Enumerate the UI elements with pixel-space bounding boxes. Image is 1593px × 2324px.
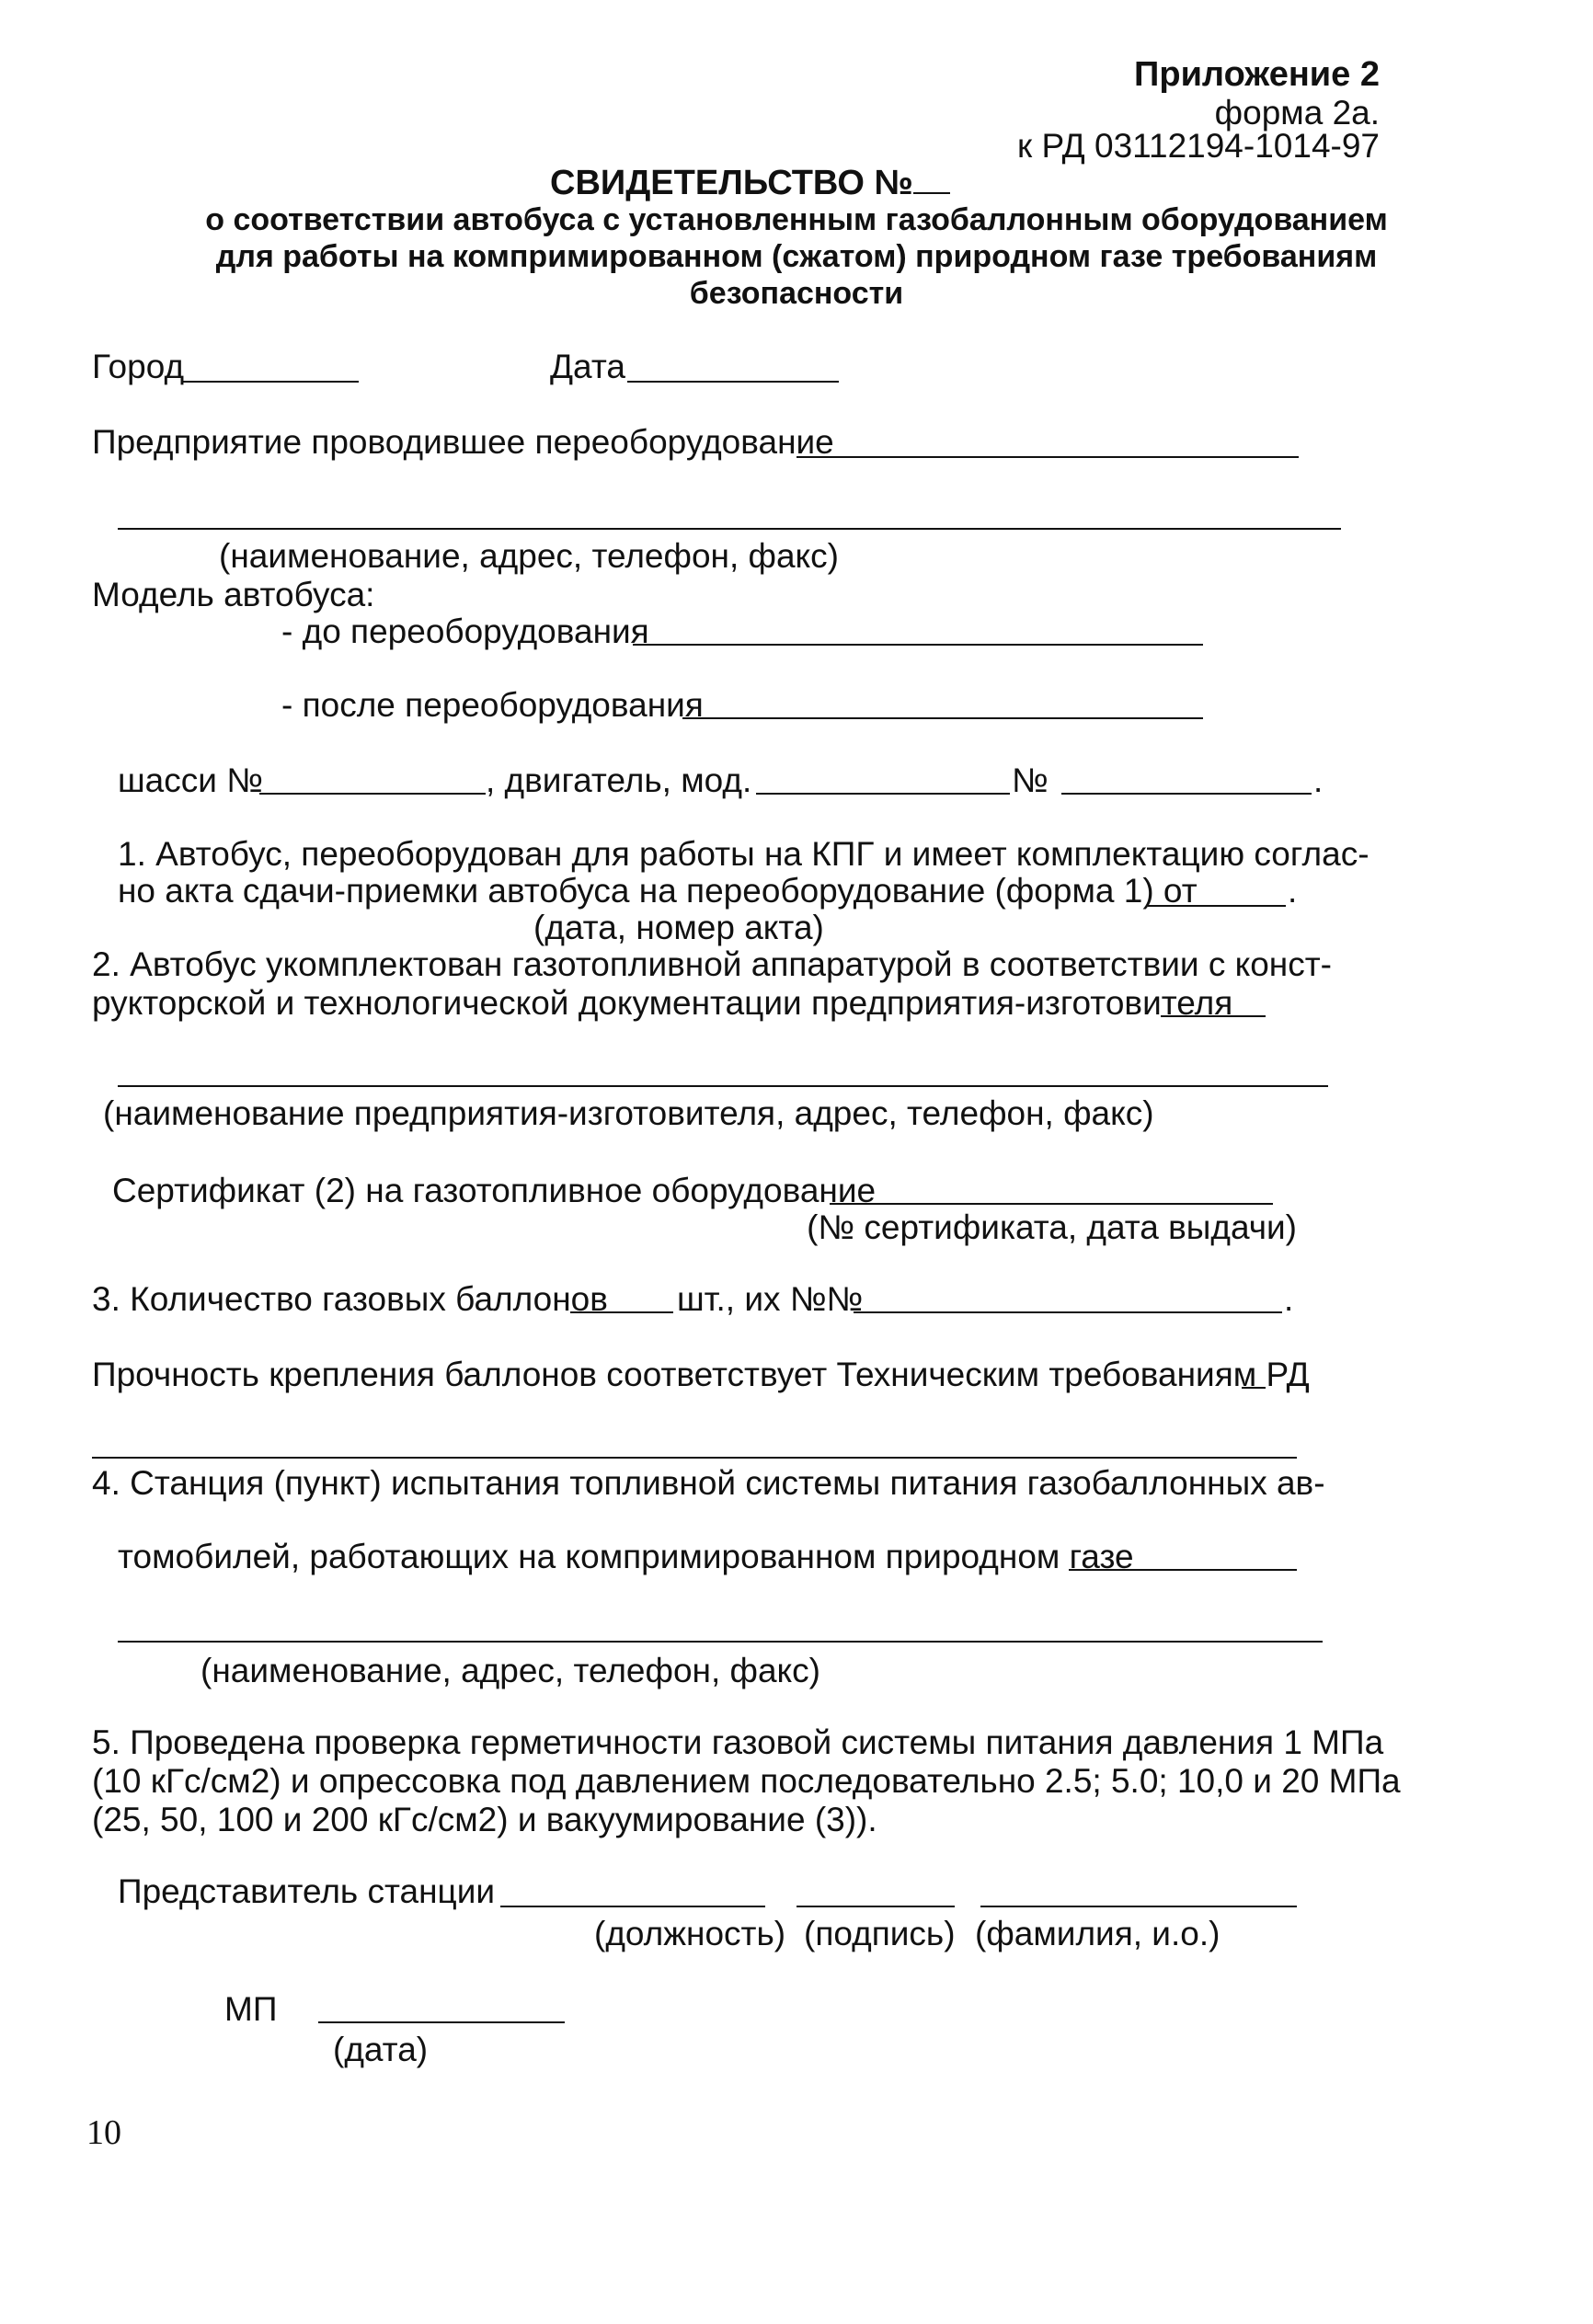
certificate-title-text: СВИДЕТЕЛЬСТВО № [550,164,913,202]
form-label: форма 2а. [1214,94,1380,132]
strength-rd-field-line-2[interactable] [92,1457,1297,1459]
enterprise-label: Предприятие проводившее переоборудование [92,423,834,461]
title-line-2: для работы на компримированном (сжатом) природном газе требованиям [215,239,1378,274]
signature-field[interactable] [796,1906,955,1907]
item-1-line-1: 1. Автобус, переоборудован для работы на КПГ и имеет комплектацию соглас- [118,835,1370,873]
stamp-date-field[interactable] [318,2021,565,2023]
engine-model-field[interactable] [756,793,1010,795]
signature-caption: (подпись) [804,1915,956,1952]
before-conversion-label: - до переоборудования [281,612,649,650]
enterprise-field-line-2[interactable] [118,528,1341,530]
position-caption: (должность) [594,1915,786,1952]
item-5-line-1: 5. Проведена проверка герметичности газовой системы питания давления 1 МПа [92,1723,1384,1761]
item-5-line-3: (25, 50, 100 и 200 кГс/см2) и вакуумирование (3)). [92,1801,877,1838]
certificate-caption: (№ сертификата, дата выдачи) [807,1208,1297,1246]
station-field-line-2[interactable] [118,1641,1323,1643]
certificate-title [550,166,950,200]
strength-label: Прочность крепления баллонов соответствует Техническим требованиям РД [92,1356,1310,1393]
stamp-date-caption: (дата) [333,2031,429,2068]
before-conversion-field[interactable] [633,644,1203,646]
bus-model-label: Модель автобуса: [92,576,375,613]
period: . [1313,761,1324,799]
date-label: Дата [550,348,625,385]
certificate-label: Сертификат (2) на газотопливное оборудование [112,1172,877,1209]
stamp-label: МП [224,1990,278,2028]
representative-label: Представитель станции [118,1872,496,1910]
title-line-1: о соответствии автобуса с установленным газобаллонным оборудованием [205,202,1388,237]
enterprise-field[interactable] [796,456,1299,458]
certificate-number-field[interactable] [913,166,950,194]
manufacturer-caption: (наименование предприятия-изготовителя, адрес, телефон, факс) [103,1094,1154,1132]
item-2-line-2: рукторской и технологической документации предприятия-изготовителя [92,984,1233,1022]
rd-label: к РД 03112194-1014-97 [1017,127,1380,165]
item-5-line-2: (10 кГс/см2) и опрессовка под давлением последовательно 2.5; 5.0; 10,0 и 20 МПа [92,1762,1401,1800]
cylinder-count-field[interactable] [570,1311,673,1313]
city-label: Город [92,348,185,385]
date-field[interactable] [627,381,839,383]
period-3: . [1284,1280,1294,1318]
item-1-line-2: но акта сдачи-приемки автобуса на переоборудование (форма 1) от [118,872,1198,910]
chassis-label: шасси № [118,761,263,799]
manufacturer-field-line-2[interactable] [118,1085,1328,1087]
act-caption: (дата, номер акта) [533,909,824,946]
item-4-line-1: 4. Станция (пункт) испытания топливной системы питания газобаллонных ав- [92,1464,1325,1502]
full-name-caption: (фамилия, и.о.) [975,1915,1221,1952]
enterprise-caption: (наименование, адрес, телефон, факс) [219,537,839,575]
manufacturer-field[interactable] [1161,1015,1266,1017]
engine-number-label: № [1012,761,1049,799]
title-line-3: безопасности [689,276,904,311]
chassis-field[interactable] [259,793,486,795]
item-4-line-2: томобилей, работающих на компримированном природном газе [118,1538,1134,1575]
item-2-line-1: 2. Автобус укомплектован газотопливной аппаратурой в соответствии с конст- [92,945,1333,983]
page-number: 10 [86,2113,121,2152]
appendix-label: Приложение 2 [1134,55,1380,94]
item-3-count-label: 3. Количество газовых баллонов [92,1280,608,1318]
act-date-field[interactable] [1148,905,1286,907]
full-name-field[interactable] [980,1906,1297,1907]
strength-rd-field[interactable] [1242,1387,1266,1389]
period-2: . [1288,872,1298,910]
certificate-field[interactable] [830,1203,1273,1205]
station-field[interactable] [1069,1569,1297,1571]
item-3-numbers-label: шт., их №№ [677,1280,864,1318]
after-conversion-field[interactable] [682,717,1203,719]
after-conversion-label: - после переоборудования [281,686,704,724]
city-field[interactable] [182,381,359,383]
engine-label: , двигатель, мод. [486,761,752,799]
station-caption: (наименование, адрес, телефон, факс) [201,1652,820,1689]
engine-number-field[interactable] [1061,793,1312,795]
cylinder-numbers-field[interactable] [854,1311,1282,1313]
position-field[interactable] [500,1906,765,1907]
